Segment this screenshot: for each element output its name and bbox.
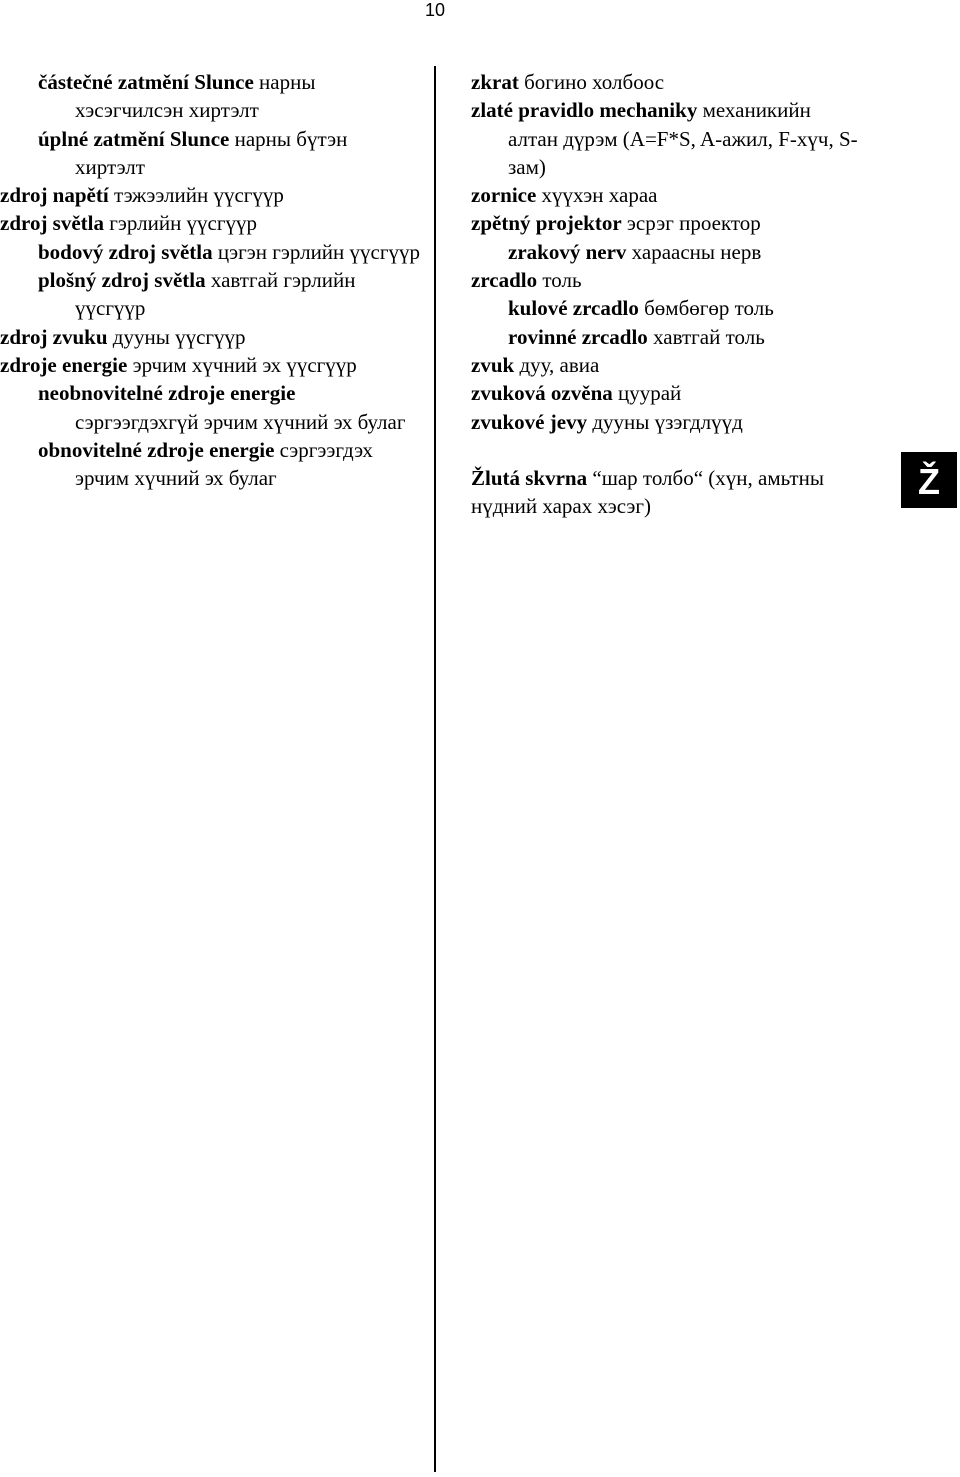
entry-term: zkrat — [471, 70, 519, 94]
glossary-entry — [38, 266, 422, 323]
entry-term: zlaté pravidlo mechaniky — [471, 98, 698, 123]
entry-term: plošný zdroj světla — [38, 268, 206, 293]
entry-definition: эрчим хүчний эх үүсгүүр — [132, 352, 357, 377]
glossary-entry — [471, 323, 866, 351]
glossary-entry — [38, 436, 422, 493]
entry-term: rovinné zrcadlo — [508, 324, 648, 349]
column-divider — [434, 66, 436, 1472]
entry-term: zrakový nerv — [508, 239, 627, 264]
entry-definition: цуурай — [618, 381, 682, 406]
entry-term: zdroj zvuku — [0, 324, 108, 349]
glossary-entry — [38, 238, 422, 266]
entry-term: neobnovitelné zdroje energie — [38, 381, 296, 406]
entry-term: Žlutá skvrna — [471, 465, 588, 490]
section-letter-tab: Ž — [901, 452, 957, 508]
entry-definition: эсрэг проектор — [626, 211, 761, 236]
entry-term: zvuk — [471, 352, 515, 377]
entry-term: zdroj napětí — [0, 183, 109, 208]
entry-definition: нарны хэсэгчилсэн хиртэлт — [75, 70, 316, 123]
entry-definition: хавтгай гэрлийн үүсгүүр — [75, 268, 356, 321]
entry-definition: хараасны нерв — [631, 239, 762, 264]
glossary-entry — [0, 351, 422, 379]
glossary-entry — [471, 266, 866, 294]
glossary-entry — [0, 209, 422, 237]
entry-definition: сэргээгдэхгүй эрчим хүчний эх булаг — [75, 409, 406, 434]
entry-definition: дууны үзэгдлүүд — [592, 409, 743, 434]
entry-definition: гэрлийн үүсгүүр — [109, 211, 257, 236]
entry-definition: нарны бүтэн хиртэлт — [75, 126, 348, 179]
entry-term: kulové zrcadlo — [508, 296, 639, 321]
entry-term: úplné zatmění Slunce — [38, 126, 230, 151]
entry-term: bodový zdroj světla — [38, 239, 213, 264]
entry-term: zrcadlo — [471, 268, 538, 293]
entry-definition: богино холбоос — [524, 70, 665, 94]
entry-definition: цэгэн гэрлийн үүсгүүр — [217, 239, 420, 264]
entry-term: zvukové jevy — [471, 409, 588, 434]
glossary-entry — [471, 181, 866, 209]
glossary-entry — [471, 96, 866, 181]
page-number: 10 — [424, 0, 446, 20]
entry-definition: бөмбөгөр толь — [644, 296, 774, 321]
glossary-entry — [471, 379, 866, 407]
entry-definition: “шар толбо“ (хүн, амьтны нүдний харах хэсэг) — [471, 465, 824, 519]
glossary-entry — [38, 68, 422, 125]
glossary-entry — [38, 379, 422, 436]
entry-definition: хүүхэн хараа — [541, 183, 658, 208]
glossary-entry — [0, 323, 422, 351]
entry-term: zpětný projektor — [471, 211, 622, 236]
glossary-entry — [38, 125, 422, 182]
entry-term: zvuková ozvěna — [471, 381, 613, 406]
entry-definition: сэргээгдэх эрчим хүчний эх булаг — [75, 437, 373, 491]
entry-definition: хавтгай толь — [653, 324, 765, 349]
glossary-entry — [471, 68, 866, 96]
entry-term: zdroj světla — [0, 211, 105, 236]
entry-definition: тэжээлийн үүсгүүр — [113, 183, 284, 208]
glossary-entry — [471, 351, 866, 379]
glossary-entry — [471, 238, 866, 266]
entry-term: částečné zatmění Slunce — [38, 70, 254, 94]
glossary-column-right — [471, 68, 866, 520]
glossary-column-left — [0, 68, 422, 492]
entry-definition: дуу, авиа — [519, 352, 600, 377]
entry-term: zdroje energie — [0, 352, 128, 377]
glossary-entry — [471, 209, 866, 237]
entry-term: zornice — [471, 183, 537, 208]
glossary-entry — [471, 464, 866, 521]
entry-definition: дууны үүсгүүр — [112, 324, 246, 349]
glossary-entry — [0, 181, 422, 209]
entry-definition: толь — [542, 268, 582, 293]
glossary-entry — [471, 408, 866, 436]
entry-term: obnovitelné zdroje energie — [38, 437, 275, 462]
entry-definition: механикийн алтан дүрэм (A=F*S, A-ажил, F-хүч, S-зам) — [508, 98, 858, 179]
glossary-entry — [471, 294, 866, 322]
